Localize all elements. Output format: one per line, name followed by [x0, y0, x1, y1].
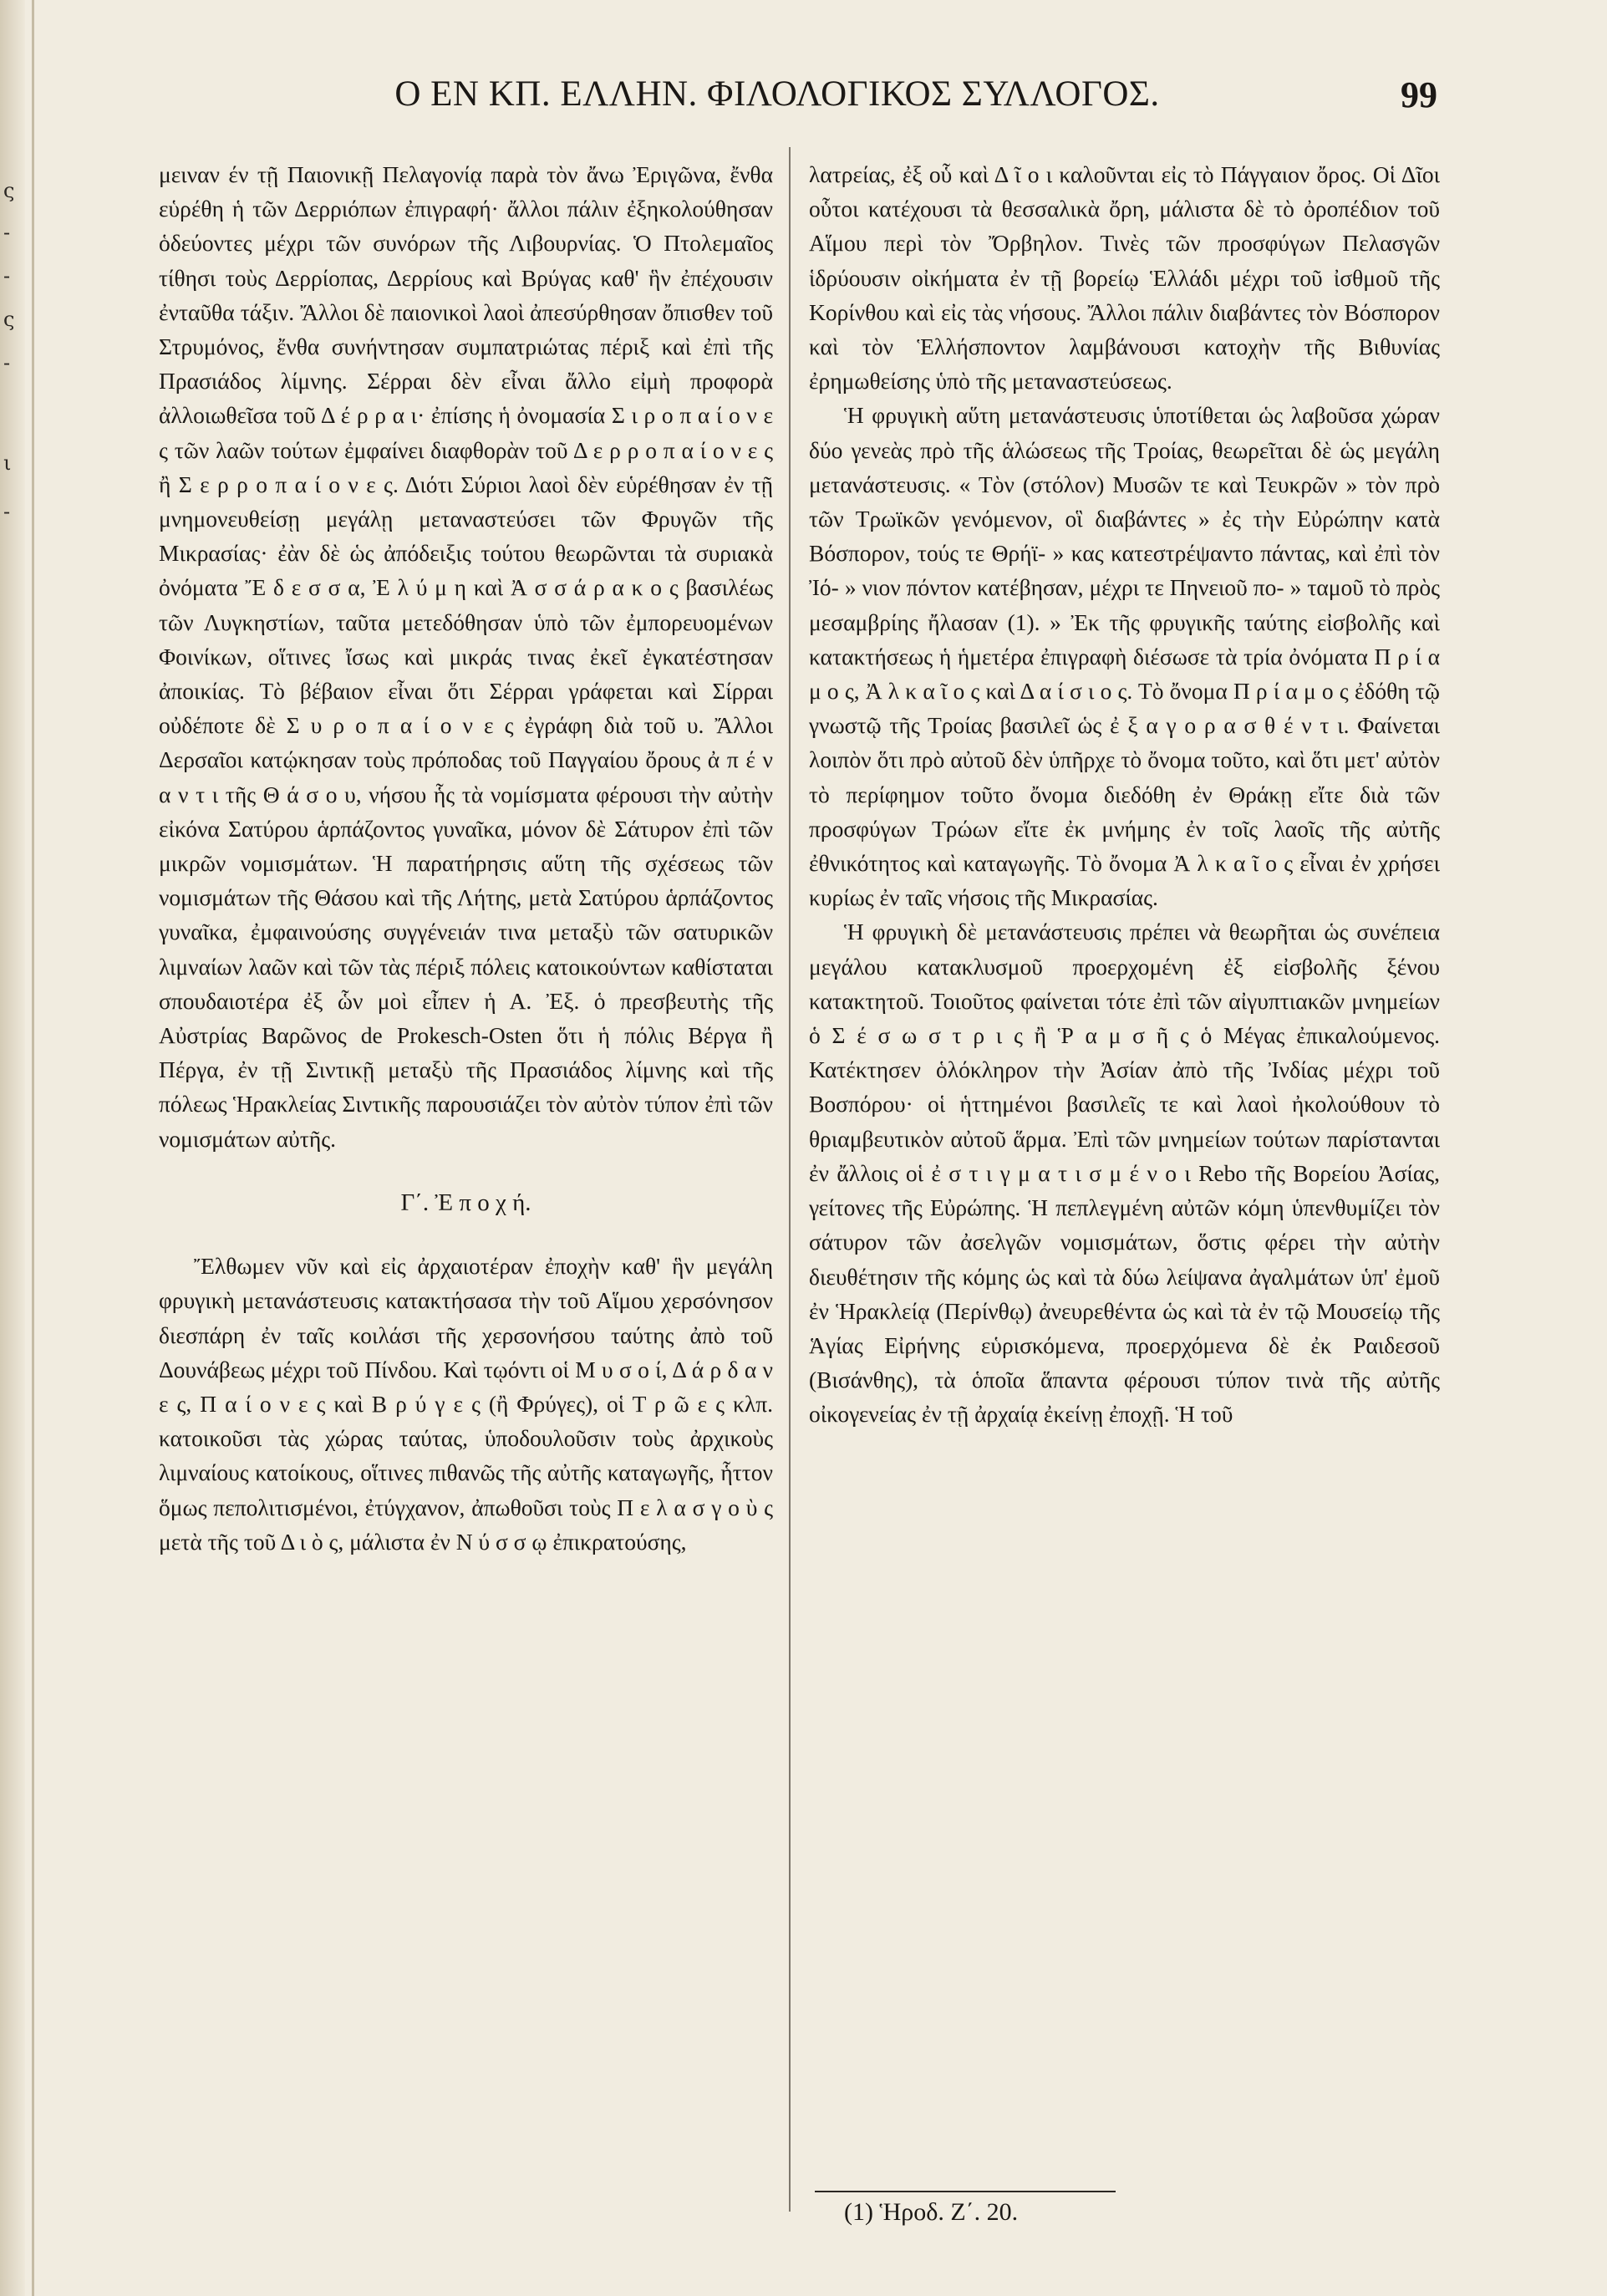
margin-mark: ς: [3, 308, 15, 331]
body-paragraph: Ἔλθωμεν νῦν καὶ εἰς ἀρχαιοτέραν ἐποχὴν καθ' ἣν μεγάλη φρυγικὴ μετανάστευσις κατακτήσασα τὴν τοῦ Αἵμου χερσόνησον διεσπάρη ἐν ταῖς κοιλάσι τῆς χερσονήσου ταύτης ἀπὸ τοῦ Δουνάβεως μέχρι τοῦ Πίνδου. Καὶ τῳόντι οἱ Μ υ σ ο ί, Δ ά ρ δ α ν ε ς, Π α ί ο ν ε ς καὶ Β ρ ύ γ ε ς (ἢ Φρύγες), οἱ Τ ρ ῶ ε ς κλπ. κατοικοῦσι τὰς χώρας ταύτας, ὑποδουλοῦσιν τοὺς ἀρχικοὺς λιμναίους κατοίκους, οἵτινες πιθανῶς τῆς αὐτῆς καταγωγῆς, ἧττον ὅμως πεπολιτισμένοι, ἐτύγχανον, ἀπωθοῦσι τοὺς Π ε λ α σ γ ο ὺ ς μετὰ τῆς τοῦ Δ ι ὸ ς, μάλιστα ἐν Ν ύ σ σ ῳ ἐπικρατούσης,: [159, 1253, 773, 1555]
margin-mark: ι: [3, 451, 12, 475]
margin-mark: -: [3, 500, 11, 523]
body-paragraph: Ἡ φρυγικὴ αὕτη μετανάστευσις ὑποτίθεται ὡς λαβοῦσα χώραν δύο γενεὰς πρὸ τῆς ἁλώσεως τῆς Τροίας, θεωρεῖται δὲ ὡς μεγάλη μετανάστευσις. « Τὸν (στόλον) Μυσῶν τε καὶ Τευκρῶν » τὸν πρὸ τῶν Τρωϊκῶν γενόμενον, οἳ διαβάντες » ἐς τὴν Εὐρώπην κατὰ Βόσπορον, τούς τε Θρήϊ- » κας κατεστρέψαντο πάντας, καὶ ἐπὶ τὸν Ἰό- » νιον πόντον κατέβησαν, μέχρι τε Πηνειοῦ πο- » ταμοῦ τὸ πρὸς μεσαμβρίης ἤλασαν (1). » Ἐκ τῆς φρυγικῆς ταύτης εἰσβολῆς καὶ κατακτήσεως ἡ ἡμετέρα ἐπιγραφὴ διέσωσε τὰ τρία ὀνόματα Π ρ ί α μ ο ς, Ἀ λ κ α ῖ ο ς καὶ Δ α ί σ ι ο ς. Τὸ ὄνομα Π ρ ί α μ ο ς ἐδόθη τῷ γνωστῷ τῆς Τροίας βασιλεῖ ὡς ἐ ξ α γ ο ρ α σ θ έ ν τ ι. Φαίνεται λοιπὸν ὅτι πρὸ αὐτοῦ δὲν ὑπῆρχε τὸ ὄνομα τοῦτο, καὶ ὅτι μετ' αὐτὸν τὸ περίφημον τοῦτο ὄνομα διεδόθη ἐν Θράκῃ εἴτε διὰ τῶν προσφύγων Τρώων εἴτε ἐκ μνήμης ἐν τοῖς λαοῖς τῆς αὐτῆς ἐθνικότητος καὶ καταγωγῆς. Τὸ ὄνομα Ἀ λ κ α ῖ ο ς εἶναι ἐν χρήσει κυρίως ἐν ταῖς νήσοις τῆς Μικρασίας.: [809, 402, 1440, 911]
binding-gutter: [0, 0, 25, 2296]
body-paragraph: Ἡ φρυγικὴ δὲ μετανάστευσις πρέπει νὰ θεωρῆται ὡς συνέπεια μεγάλου κατακλυσμοῦ προερχομένη ἐξ εἰσβολῆς ξένου κατακτητοῦ. Τοιοῦτος φαίνεται τότε ἐπὶ τῶν αἰγυπτιακῶν μνημείων ὁ Σ έ σ ω σ τ ρ ι ς ἢ Ῥ α μ σ ῆ ς ὁ Μέγας ἐπικαλούμενος. Κατέκτησεν ὁλόκληρον τὴν Ἀσίαν ἀπὸ τῆς Ἰνδίας μέχρι τοῦ Βοσπόρου· οἱ ἡττημένοι βασιλεῖς τε καὶ λαοὶ ἠκολούθουν τὸ θριαμβευτικὸν αὐτοῦ ἅρμα. Ἐπὶ τῶν μνημείων τούτων παρίστανται ἐν ἄλλοις οἱ ἐ σ τ ι γ μ α τ ι σ μ έ ν ο ι Rebo τῆς Βορείου Ἀσίας, γείτονες τῆς Εὐρώπης. Ἡ πεπλεγμένη αὐτῶν κόμη ὑπενθυμίζει τὸν σάτυρον τῶν ἀσελγῶν νομισμάτων, ὅστις φέρει τὴν αὐτὴν διευθέτησιν τῆς κόμης ὡς καὶ τὰ δύω λείψανα ἀγαλμάτων ὑπ' ἐμοῦ ἐν Ἡρακλείᾳ (Περίνθῳ) ἀνευρεθέντα ὡς καὶ τὰ ἐν τῷ Μουσείῳ τῆς Ἁγίας Εἰρήνης εὑρισκόμενα, προερχόμενα δὲ ἐκ Ραιδεσοῦ (Βισάνθης), τὰ ὁποῖα ἅπαντα φέρουσι τύπον τινὰ τῆς αὐτῆς οἰκογενείας ἐν τῇ ἀρχαίᾳ ἐκείνῃ ἐποχῇ. Ἡ τοῦ: [809, 919, 1440, 1428]
margin-mark: ς: [3, 179, 15, 202]
page-number: 99: [1401, 74, 1437, 115]
margin-mark: -: [3, 264, 11, 288]
body-paragraph: μειναν έν τῇ Παιονικῇ Πελαγονίᾳ παρὰ τὸν ἄνω Ἐριγῶνα, ἔνθα εὑρέθη ἡ τῶν Δερριόπων ἐπιγραφή· ἄλλοι πάλιν ἐξηκολούθησαν ὁδεύοντες μέχρι τῶν συνόρων τῆς Λιβουρνίας. Ὁ Πτολεμαῖος τίθησι τοὺς Δερρίοπας, Δερρίους καὶ Βρύγας καθ' ἣν ἐπέχουσιν ἐνταῦθα τάξιν. Ἄλλοι δὲ παιονικοὶ λαοὶ ἀπεσύρθησαν ὄπισθεν τοῦ Στρυμόνος, ἔνθα συνήντησαν συμπατριώτας πέριξ καὶ ἐπὶ τῆς Πρασιάδος λίμνης. Σέρραι δὲν εἶναι ἄλλο εἰμὴ προφορὰ ἀλλοιωθεῖσα τοῦ Δ έ ρ ρ α ι· ἐπίσης ἡ ὀνομασία Σ ι ρ ο π α ί ο ν ε ς τῶν λαῶν τούτων ἐμφαίνει διαφθορὰν τοῦ Δ ε ρ ρ ο π α ί ο ν ε ς ἢ Σ ε ρ ρ ο π α ί ο ν ε ς. Διότι Σύριοι λαοὶ δὲν εὑρέθησαν ἐν τῇ μνημονευθείσῃ μεγάλῃ μεταναστεύσει τῶν Φρυγῶν τῆς Μικρασίας· ἐὰν δὲ ὡς ἀπόδειξις τούτου θεωρῶνται τὰ συριακὰ ὀνόματα Ἔ δ ε σ σ α, Ἐ λ ύ μ η καὶ Ἀ σ σ ά ρ α κ ο ς βασιλέως τῶν Λυγκηστίων, ταῦτα μετεδόθησαν ὑπὸ τῶν ἐμπορευομένων Φοινίκων, οἵτινες ἴσως καὶ μικράς τινας ἐκεῖ ἐγκατέστησαν ἀποικίας. Τὸ βέβαιον εἶναι ὅτι Σέρραι γράφεται καὶ Σίρραι οὐδέποτε δὲ Σ υ ρ ο π α ί ο ν ε ς ἐγράφη διὰ τοῦ υ. Ἄλλοι Δερσαῖοι κατῴκησαν τοὺς πρόποδας τοῦ Παγγαίου ὄρους ἀ π έ ν α ν τ ι τῆς Θ ά σ ο υ, νήσου ἧς τὰ νομίσματα φέρουσι τὴν αὐτὴν εἰκόνα Σατύρου ἁρπάζοντος γυναῖκα, μόνον δὲ Σάτυρον ἐπὶ τῶν μικρῶν νομισμάτων. Ἡ παρατήρησις αὕτη τῆς σχέσεως τῶν νομισμάτων τῆς Θάσου καὶ τῆς Λήτης, μετὰ Σατύρου ἁρπάζοντος γυναῖκα, ἐμφαινούσης συγγένειάν τινα μεταξὺ τῶν σατυρικῶν λιμναίων λαῶν καὶ τῶν τὰς πέριξ πόλεις κατοικούντων καθίσταται σπουδαιοτέρα ἐξ ὧν μοὶ εἶπεν ἡ Α. Ἐξ. ὁ πρεσβευτὴς τῆς Αὐστρίας Βαρῶνος de Prokesch-Osten ὅτι ἡ πόλις Βέργα ἢ Πέργα, ἐν τῇ Σιντικῇ μεταξὺ τῆς Πρασιάδος λίμνης καὶ τῆς πόλεως Ἡρακλείας Σιντικῆς παρουσιάζει τὸν αὐτὸν τύπον ἐπὶ τῶν νομισμάτων αὐτῆς.: [159, 161, 773, 1152]
column-divider: [789, 147, 791, 2212]
footnote-rule: [815, 2191, 1116, 2192]
body-paragraph: λατρείας, ἐξ οὗ καὶ Δ ῖ ο ι καλοῦνται εἰς τὸ Πάγγαιον ὄρος. Οἱ Δῖοι οὗτοι κατέχουσι τὰ θεσσαλικὰ ὄρη, μάλιστα δὲ τὸ ὀροπέδιον τοῦ Αἵμου περὶ τὸν Ὄρβηλον. Τινὲς τῶν προσφύγων Πελασγῶν ἱδρύουσιν οἰκήματα ἐν τῇ βορείῳ Ἑλλάδι μέχρι τοῦ ἰσθμοῦ τῆς Κορίνθου καὶ εἰς τὰς νήσους. Ἄλλοι πάλιν διαβάντες τὸν Βόσπορον καὶ τὸν Ἑλλήσποντον λαμβάνουσι κατοχὴν τῆς Βιθυνίας ἐρημωθείσης ὑπὸ τῆς μεταναστεύσεως.: [809, 161, 1440, 395]
left-column: [159, 157, 773, 1559]
section-heading: Γ΄. Ἐ π ο χ ή.: [400, 1189, 531, 1216]
margin-mark: -: [3, 351, 11, 374]
footnote: (1) Ἡροδ. Ζ΄. 20.: [844, 2198, 1019, 2226]
right-column: [809, 157, 1440, 1432]
margin-mark: -: [3, 221, 11, 244]
running-header: Ο ΕΝ ΚΠ. ΕΛΛΗΝ. ΦΙΛΟΛΟΓΙΚΟΣ ΣΥΛΛΟΓΟΣ.: [394, 74, 1160, 114]
page-edge: [32, 0, 34, 2296]
